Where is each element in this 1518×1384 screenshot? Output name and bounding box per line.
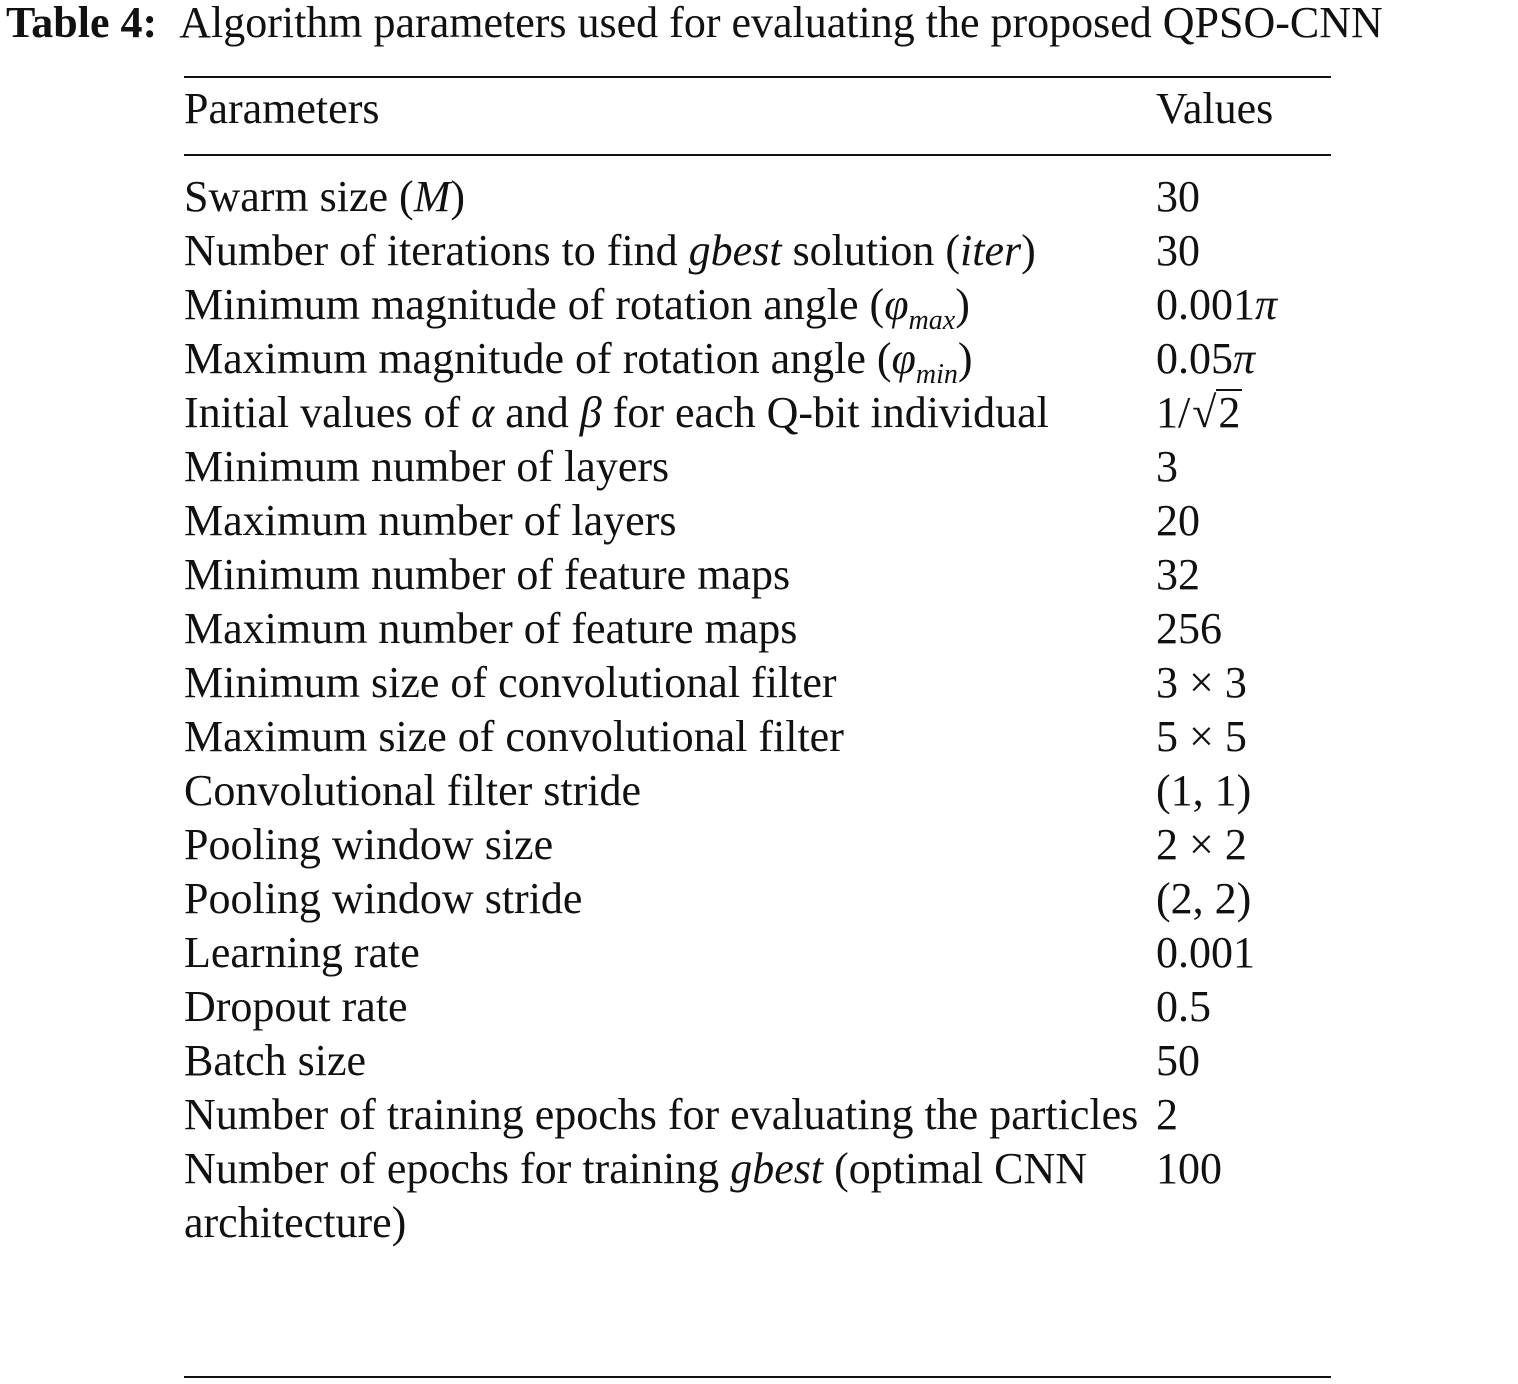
value-cell: 30: [1156, 226, 1200, 275]
table-row: [184, 656, 1331, 710]
parameter-cell: Maximum magnitude of rotation angle $(\varphi_{min})$: [184, 334, 973, 390]
parameter-cell: Batch size: [184, 1036, 367, 1085]
value-cell: 0.001π: [1156, 280, 1278, 329]
table-row: [184, 980, 1331, 1034]
table-row: [184, 602, 1331, 656]
value-cell: (2, 2): [1156, 874, 1252, 923]
table-row: [184, 764, 1331, 818]
value-cell: 3 × 3: [1156, 658, 1247, 707]
parameter-cell: Learning rate: [184, 928, 420, 977]
table-body: [184, 170, 1331, 1250]
value-cell: 0.5: [1156, 982, 1211, 1031]
table-row: [184, 332, 1331, 390]
parameter-cell: Minimum size of convolutional filter: [184, 658, 837, 707]
value-cell: 1/√2: [1156, 388, 1241, 437]
parameter-cell: Minimum magnitude of rotation angle $(\varphi_{max})$: [184, 280, 970, 336]
value-cell: 30: [1156, 172, 1200, 221]
parameter-cell: Minimum number of layers: [184, 442, 670, 491]
table-row: [184, 1142, 1331, 1250]
parameter-cell: Maximum size of convolutional filter: [184, 712, 844, 761]
table-row: [184, 494, 1331, 548]
value-cell: 2: [1156, 1090, 1178, 1139]
parameter-cell: Dropout rate: [184, 982, 408, 1031]
table-row: [184, 818, 1331, 872]
bottom-rule: [184, 1376, 1331, 1378]
value-cell: 256: [1156, 604, 1222, 653]
table-row: [184, 1088, 1331, 1142]
value-cell: 50: [1156, 1036, 1200, 1085]
value-cell: 2 × 2: [1156, 820, 1247, 869]
table-row: [184, 1034, 1331, 1088]
parameter-cell: Pooling window size: [184, 820, 554, 869]
parameter-cell: Initial values of α and β for each Q-bit individual: [184, 388, 1049, 437]
value-cell: 20: [1156, 496, 1200, 545]
header-values: Values: [1156, 84, 1274, 133]
value-cell: 100: [1156, 1144, 1222, 1193]
table-row: [184, 548, 1331, 602]
value-cell: 0.001: [1156, 928, 1255, 977]
parameter-cell: Maximum number of feature maps: [184, 604, 798, 653]
value-cell: 0.05π: [1156, 334, 1256, 383]
parameter-cell: Minimum number of feature maps: [184, 550, 791, 599]
top-rule: [184, 76, 1331, 78]
parameter-cell: Swarm size (M): [184, 172, 466, 221]
parameter-cell: Number of training epochs for evaluating the particles: [184, 1090, 1139, 1139]
table-row: [184, 170, 1331, 224]
table-row: [184, 926, 1331, 980]
table-row: [184, 224, 1331, 278]
value-cell: 5 × 5: [1156, 712, 1247, 761]
parameter-cell: Convolutional filter stride: [184, 766, 642, 815]
value-cell: 32: [1156, 550, 1200, 599]
parameter-cell: Maximum number of layers: [184, 496, 677, 545]
parameter-cell: Number of iterations to find gbest solution (iter): [184, 226, 1036, 275]
table-row: [184, 386, 1331, 440]
caption-text: Algorithm parameters used for evaluating the proposed QPSO-CNN: [179, 0, 1383, 47]
table-row: [184, 440, 1331, 494]
table-row: [184, 710, 1331, 764]
value-cell: 3: [1156, 442, 1178, 491]
caption-label: Table 4:: [6, 0, 158, 47]
header-rule: [184, 154, 1331, 156]
parameter-cell: Pooling window stride: [184, 874, 583, 923]
parameter-cell: Number of epochs for training gbest (optimal CNN architecture): [184, 1144, 1088, 1247]
header-parameters: Parameters: [184, 84, 380, 133]
table-caption: [6, 0, 1518, 48]
value-cell: (1, 1): [1156, 766, 1252, 815]
table-row: [184, 278, 1331, 336]
table-row: [184, 872, 1331, 926]
